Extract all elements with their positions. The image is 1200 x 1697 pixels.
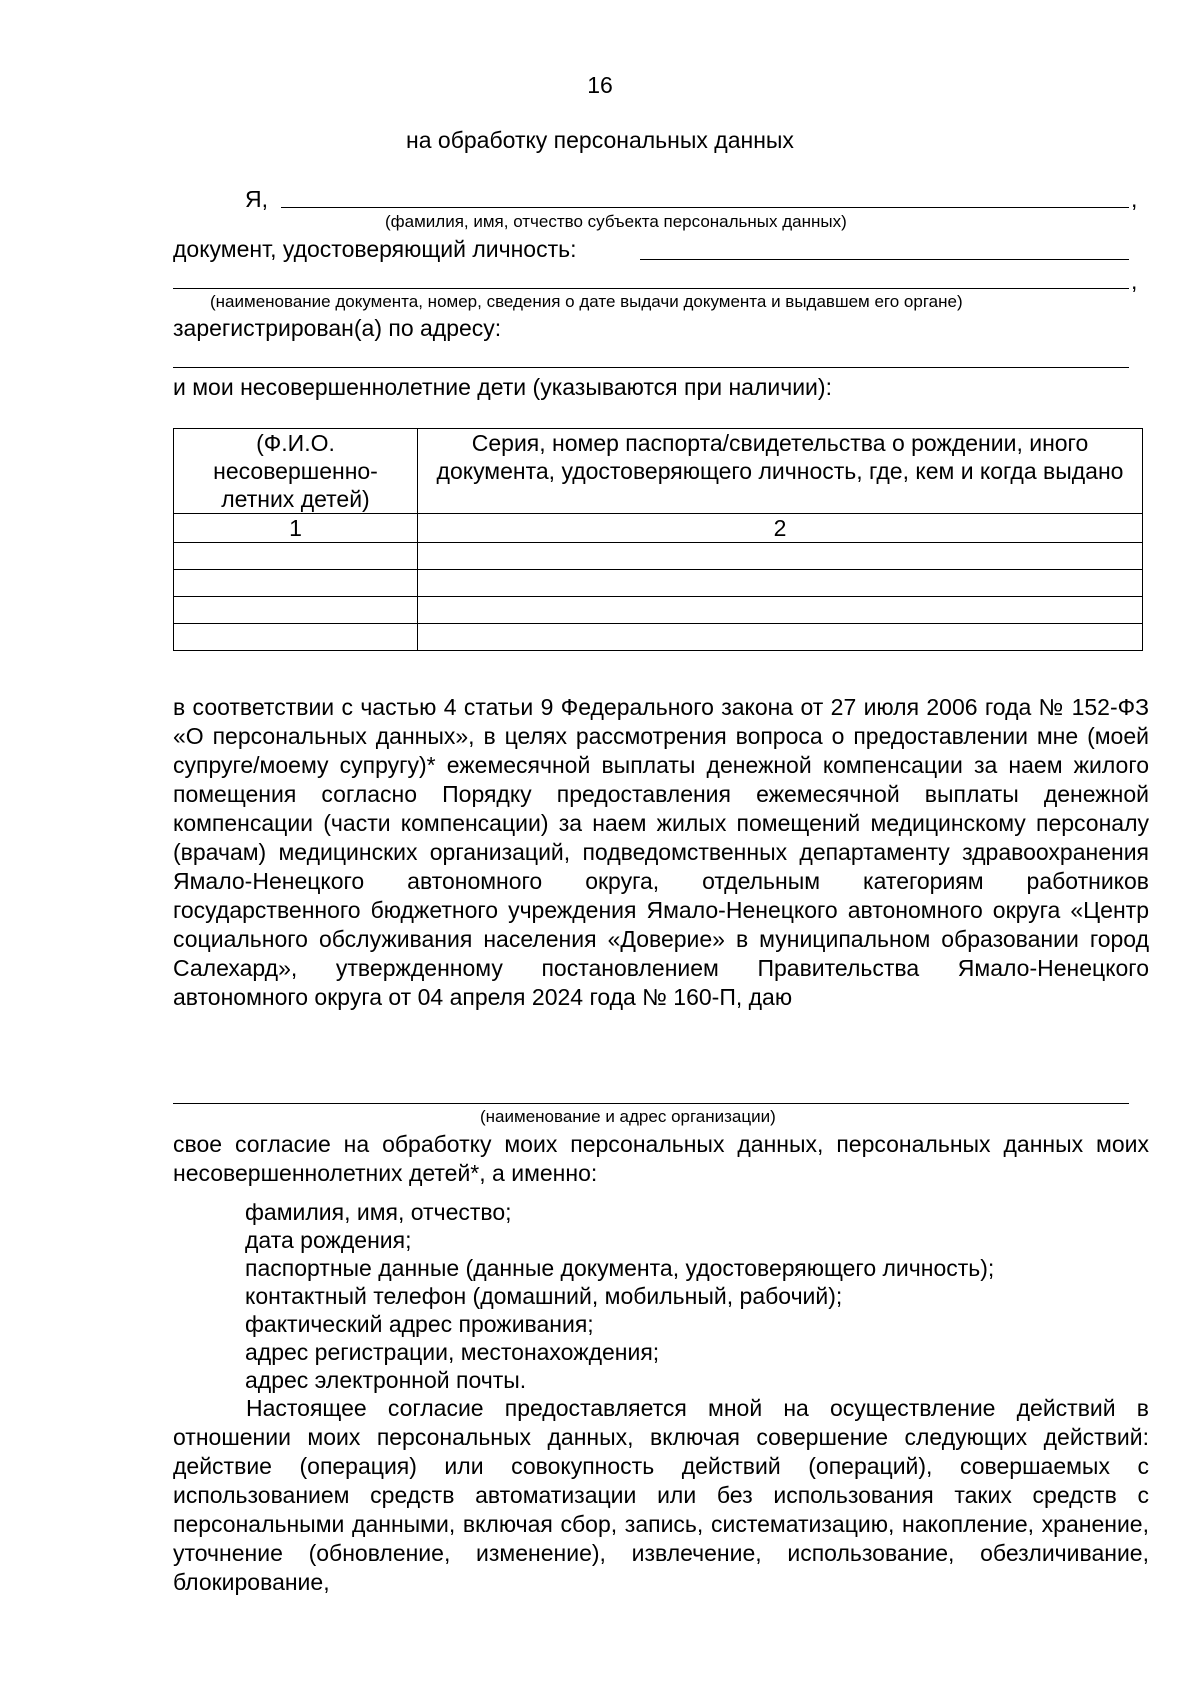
document-caption: (наименование документа, номер, сведения о дате выдачи документа и выдавшем его органе) xyxy=(210,292,963,311)
header-document: Серия, номер паспорта/свидетельства о рождении, иного документа, удостоверяющего личность, где, кем и когда выдано xyxy=(418,429,1143,514)
personal-data-list xyxy=(245,1198,994,1394)
table-row xyxy=(174,570,1143,597)
table-row xyxy=(174,624,1143,651)
list-item: паспортные данные (данные документа, удостоверяющего личность); xyxy=(245,1255,995,1281)
document-label: документ, удостоверяющий личность: xyxy=(173,236,577,262)
table-row xyxy=(174,543,1143,570)
table-cell-document[interactable] xyxy=(418,597,1143,624)
children-label: и мои несовершеннолетние дети (указываются при наличии): xyxy=(173,374,832,400)
document-title: на обработку персональных данных xyxy=(406,127,794,153)
table-cell-fio[interactable] xyxy=(174,543,418,570)
list-item: фамилия, имя, отчество; xyxy=(245,1199,512,1225)
document-input-line[interactable] xyxy=(640,259,1129,260)
fio-input-line[interactable] xyxy=(281,207,1129,208)
table-cell-fio[interactable] xyxy=(174,597,418,624)
list-item: дата рождения; xyxy=(245,1227,412,1253)
document-input-line-2[interactable] xyxy=(173,288,1129,289)
consent-text: свое согласие на обработку моих персональных данных, персональных данных моих несовершеннолетних детей*, а именно: xyxy=(173,1131,1149,1186)
law-reference-paragraph xyxy=(173,693,1149,1012)
column-number-2: 2 xyxy=(418,514,1143,543)
organization-caption: (наименование и адрес организации) xyxy=(480,1107,776,1126)
fio-caption: (фамилия, имя, отчество субъекта персональных данных) xyxy=(385,212,847,231)
header-fio: (Ф.И.О. несовершенно-летних детей) xyxy=(174,429,418,514)
column-number-1: 1 xyxy=(174,514,418,543)
list-item: контактный телефон (домашний, мобильный, рабочий); xyxy=(245,1283,843,1309)
ya-prefix: Я, xyxy=(245,186,268,212)
table-cell-fio[interactable] xyxy=(174,624,418,651)
page-number: 16 xyxy=(587,72,613,98)
organization-input-line[interactable] xyxy=(173,1103,1129,1104)
address-label: зарегистрирован(а) по адресу: xyxy=(173,315,502,341)
table-row xyxy=(174,597,1143,624)
table-cell-fio[interactable] xyxy=(174,570,418,597)
list-item: фактический адрес проживания; xyxy=(245,1311,594,1337)
consent-paragraph xyxy=(173,1130,1149,1188)
final-paragraph-text: Настоящее согласие предоставляется мной на осуществление действий в отношении моих персональных данных, включая совершение следующих действий: действие (операция) или совокупность действий (операций), совершаемых с использованием средств автоматизации или без использования таких средств с персональными данными, включая сбор, запись, систематизацию, накопление, хранение, уточнение (обновление, изменение), извлечение, использование, обезличивание, блокирование, xyxy=(173,1395,1149,1595)
table-cell-document[interactable] xyxy=(418,570,1143,597)
address-input-line[interactable] xyxy=(173,367,1129,368)
document-comma: , xyxy=(1131,268,1138,294)
final-paragraph xyxy=(173,1394,1149,1597)
list-item: адрес электронной почты. xyxy=(245,1367,527,1393)
fio-comma: , xyxy=(1131,186,1138,212)
list-item: адрес регистрации, местонахождения; xyxy=(245,1339,660,1365)
children-table xyxy=(173,428,1143,651)
law-reference-text: в соответствии с частью 4 статьи 9 Федерального закона от 27 июля 2006 года № 152-ФЗ «О персональных данных», в целях рассмотрения вопроса о предоставлении мне (моей супруге/моему супругу)* ежемесячной выплаты денежной компенсации за наем жилого помещения согласно Порядку предоставления ежемесячной выплаты денежной компенсации (части компенсации) за наем жилых помещений медицинскому персоналу (врачам) медицинских организаций, подведомственных департаменту здравоохранения Ямало-Ненецкого автономного округа, отдельным категориям работников государственного бюджетного учреждения Ямало-Ненецкого автономного округа «Центр социального обслуживания населения «Доверие» в муниципальном образовании город Салехард», утвержденному постановлением Правительства Ямало-Ненецкого автономного округа от 04 апреля 2024 года № 160-П, даю xyxy=(173,694,1149,1010)
table-cell-document[interactable] xyxy=(418,624,1143,651)
table-cell-document[interactable] xyxy=(418,543,1143,570)
table-header-row xyxy=(174,429,1143,514)
table-number-row xyxy=(174,514,1143,543)
